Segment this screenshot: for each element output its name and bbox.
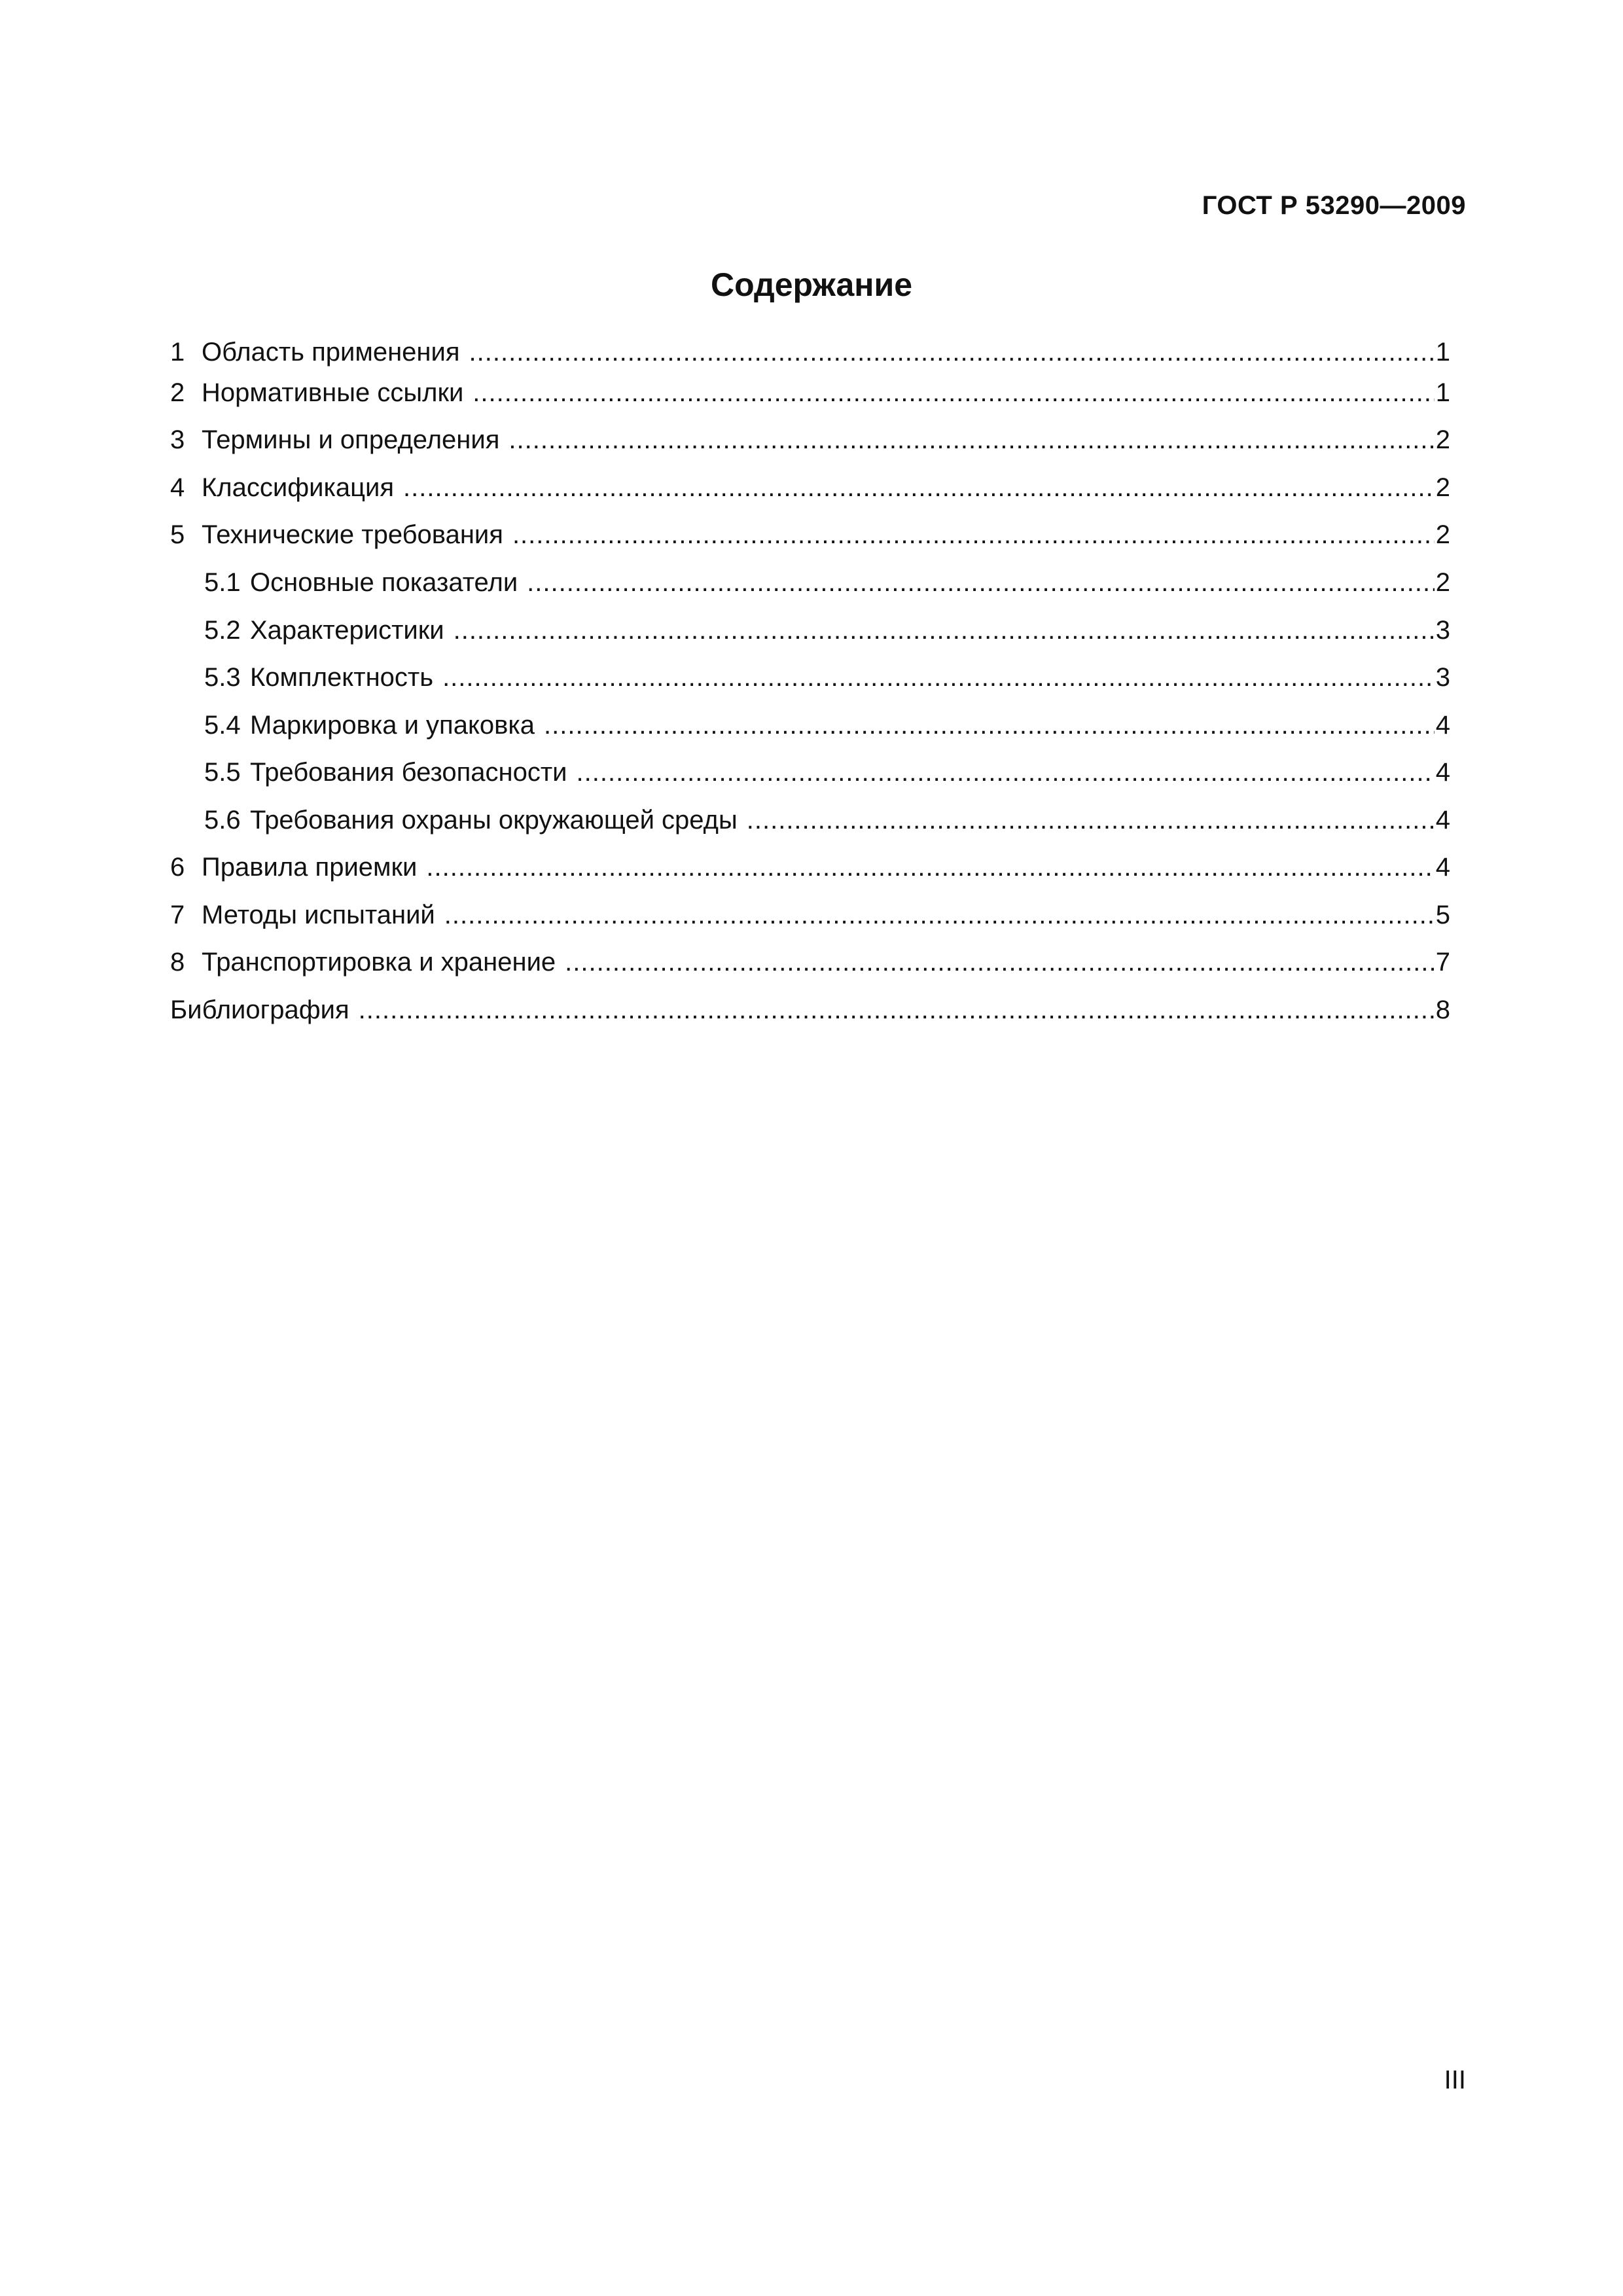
toc-entry-2[interactable] bbox=[170, 376, 1450, 410]
toc-entry-5-6[interactable] bbox=[170, 803, 1450, 837]
toc-entry-label: Классификация bbox=[202, 473, 395, 502]
toc-entry-6[interactable] bbox=[170, 850, 1450, 884]
toc-entry-number: 5.4 bbox=[204, 711, 241, 740]
toc-leader-dots bbox=[469, 335, 1435, 369]
toc-entry-label: Маркировка и упаковка bbox=[250, 711, 535, 740]
toc-entry-label: Комплектность bbox=[250, 663, 434, 692]
toc-leader-dots bbox=[512, 518, 1435, 552]
toc-entry-page: 4 bbox=[1435, 758, 1450, 787]
toc-entry-page: 1 bbox=[1435, 338, 1450, 367]
toc-entry-label: Термины и определения bbox=[202, 425, 500, 454]
toc-entry-page: 5 bbox=[1435, 901, 1450, 929]
toc-entry-number: 5.5 bbox=[204, 758, 241, 787]
toc-entry-page: 2 bbox=[1435, 425, 1450, 454]
toc-entry-number: 4 bbox=[170, 473, 185, 502]
toc-entry-8[interactable] bbox=[170, 945, 1450, 979]
toc-entry-5-4[interactable] bbox=[170, 708, 1450, 742]
toc-leader-dots bbox=[577, 755, 1435, 789]
toc-entry-page: 3 bbox=[1435, 663, 1450, 692]
toc-entry-label: Основные показатели bbox=[250, 568, 518, 597]
toc-title: Содержание bbox=[710, 266, 913, 303]
toc-leader-dots bbox=[473, 376, 1434, 410]
toc-leader-dots bbox=[508, 423, 1434, 457]
toc-entry-label: Требования охраны окружающей среды bbox=[250, 806, 738, 834]
toc-entry-5-1[interactable] bbox=[170, 565, 1450, 600]
toc-entry-page: 4 bbox=[1435, 853, 1450, 882]
page-number: III bbox=[1444, 2066, 1466, 2094]
toc-leader-dots bbox=[442, 660, 1435, 694]
toc-entry-number: 5.3 bbox=[204, 663, 241, 692]
toc-entry-label: Область применения bbox=[202, 338, 460, 367]
toc-leader-dots bbox=[544, 708, 1435, 742]
toc-entry-page: 8 bbox=[1435, 996, 1450, 1024]
toc-entry-number: 5.2 bbox=[204, 616, 241, 645]
toc-entry-page: 2 bbox=[1435, 520, 1450, 549]
toc-leader-dots bbox=[359, 993, 1435, 1027]
toc-entry-label: Технические требования bbox=[202, 520, 503, 549]
toc-entry-5-3[interactable] bbox=[170, 660, 1450, 694]
toc-entry-label: Правила приемки bbox=[202, 853, 418, 882]
toc-entry-label: Нормативные ссылки bbox=[202, 378, 464, 407]
toc-entry-page: 4 bbox=[1435, 806, 1450, 834]
toc-entry-number: 5.1 bbox=[204, 568, 241, 597]
toc-leader-dots bbox=[426, 850, 1434, 884]
toc-entry-number: 5 bbox=[170, 520, 185, 549]
toc-entry-page: 3 bbox=[1435, 616, 1450, 645]
toc-leader-dots bbox=[454, 613, 1435, 647]
toc-entry-label: Характеристики bbox=[250, 616, 444, 645]
toc-entry-page: 2 bbox=[1435, 568, 1450, 597]
toc-leader-dots bbox=[403, 471, 1435, 505]
toc-entry-7[interactable] bbox=[170, 898, 1450, 932]
toc-entry-5[interactable] bbox=[170, 518, 1450, 552]
toc-entry-1[interactable] bbox=[170, 335, 1450, 369]
document-code: ГОСТ Р 53290—2009 bbox=[1202, 191, 1466, 220]
toc-entry-4[interactable] bbox=[170, 471, 1450, 505]
toc-leader-dots bbox=[444, 898, 1435, 932]
toc-entry-page: 1 bbox=[1435, 378, 1450, 407]
toc-entry-label: Библиография bbox=[170, 996, 349, 1024]
toc-leader-dots bbox=[527, 565, 1435, 600]
toc-entry-3[interactable] bbox=[170, 423, 1450, 457]
toc-entry-page: 2 bbox=[1435, 473, 1450, 502]
toc-entry-number: 6 bbox=[170, 853, 185, 882]
toc-entry-number: 2 bbox=[170, 378, 185, 407]
toc-entry-page: 7 bbox=[1435, 948, 1450, 977]
toc-entry-label: Методы испытаний bbox=[202, 901, 435, 929]
toc-entry-label: Транспортировка и хранение bbox=[202, 948, 556, 977]
toc-entry-label: Требования безопасности bbox=[250, 758, 567, 787]
toc-entry-bibliography[interactable] bbox=[170, 993, 1450, 1027]
toc-entry-number: 3 bbox=[170, 425, 185, 454]
toc-leader-dots bbox=[565, 945, 1435, 979]
toc-entry-number: 5.6 bbox=[204, 806, 241, 834]
toc-entry-number: 1 bbox=[170, 338, 185, 367]
toc-entry-number: 8 bbox=[170, 948, 185, 977]
toc-entry-page: 4 bbox=[1435, 711, 1450, 740]
toc-leader-dots bbox=[747, 803, 1435, 837]
toc-entry-5-2[interactable] bbox=[170, 613, 1450, 647]
toc-entry-5-5[interactable] bbox=[170, 755, 1450, 789]
toc-entry-number: 7 bbox=[170, 901, 185, 929]
